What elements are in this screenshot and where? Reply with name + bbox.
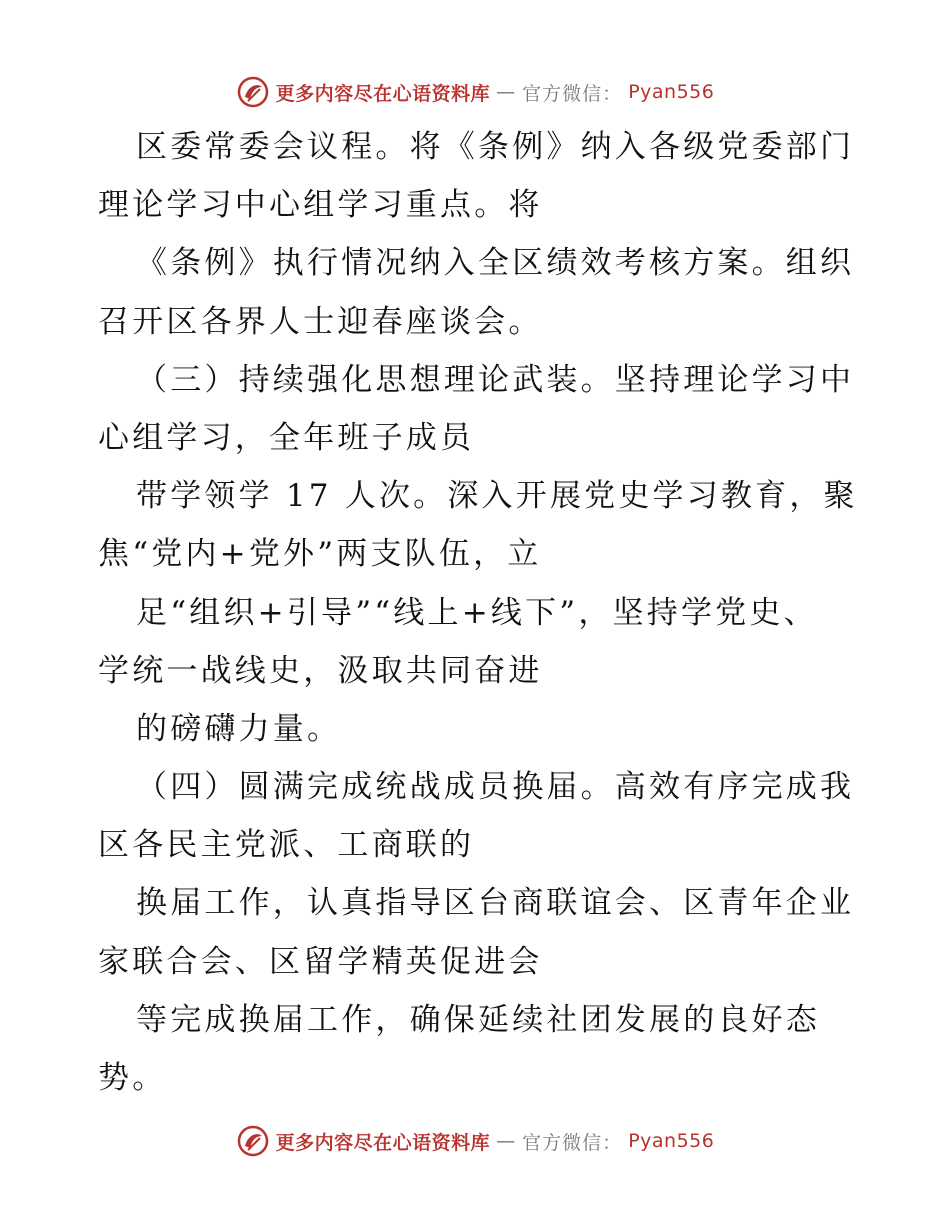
body-line: 《条例》执行情况纳入全区绩效考核方案。组织 <box>136 245 855 282</box>
body-line: 等完成换届工作，确保延续社团发展的良好态 <box>136 1001 820 1038</box>
watermark-dash: — <box>496 81 517 103</box>
watermark-wechat-label: 官方微信： <box>522 1131 623 1154</box>
red-swirl-logo-icon <box>236 1124 270 1158</box>
body-line: 理论学习中心组学习重点。将 <box>98 187 543 224</box>
watermark-site-name: 更多内容尽在心语资料库 <box>275 82 491 105</box>
watermark-site-name: 更多内容尽在心语资料库 <box>275 1131 491 1154</box>
body-line: 带学领学 17 人次。深入开展党史学习教育，聚 <box>136 478 858 515</box>
watermark-dash: — <box>496 1130 517 1152</box>
red-swirl-logo-icon <box>236 75 270 109</box>
body-line: 心组学习，全年班子成员 <box>98 419 475 456</box>
watermark-wechat-id: Pyan556 <box>628 1130 715 1152</box>
body-line: 的磅礴力量。 <box>136 710 342 747</box>
body-line: 学统一战线史，汲取共同奋进 <box>98 652 543 689</box>
body-line: 家联合会、区留学精英促进会 <box>98 943 543 980</box>
body-line: 势。 <box>98 1060 167 1096</box>
document-body <box>98 118 858 1107</box>
body-line: 区各民主党派、工商联的 <box>98 827 475 864</box>
body-line: 足“组织+引导”“线上+线下”，坚持学党史、 <box>136 594 818 631</box>
watermark-wechat-label: 官方微信： <box>522 82 623 105</box>
body-line: 召开区各界人士迎春座谈会。 <box>98 303 543 340</box>
body-line: 换届工作，认真指导区台商联谊会、区青年企业 <box>136 885 855 922</box>
header-watermark <box>0 72 950 112</box>
body-line: 焦“党内+党外”两支队伍，立 <box>98 536 542 573</box>
watermark-wechat-id: Pyan556 <box>628 81 715 103</box>
section-heading-line: （四）圆满完成统战成员换届。高效有序完成我 <box>136 769 855 806</box>
section-heading-line: （三）持续强化思想理论武装。坚持理论学习中 <box>136 361 855 398</box>
footer-watermark <box>0 1121 950 1161</box>
body-line: 区委常委会议程。将《条例》纳入各级党委部门 <box>136 129 855 165</box>
